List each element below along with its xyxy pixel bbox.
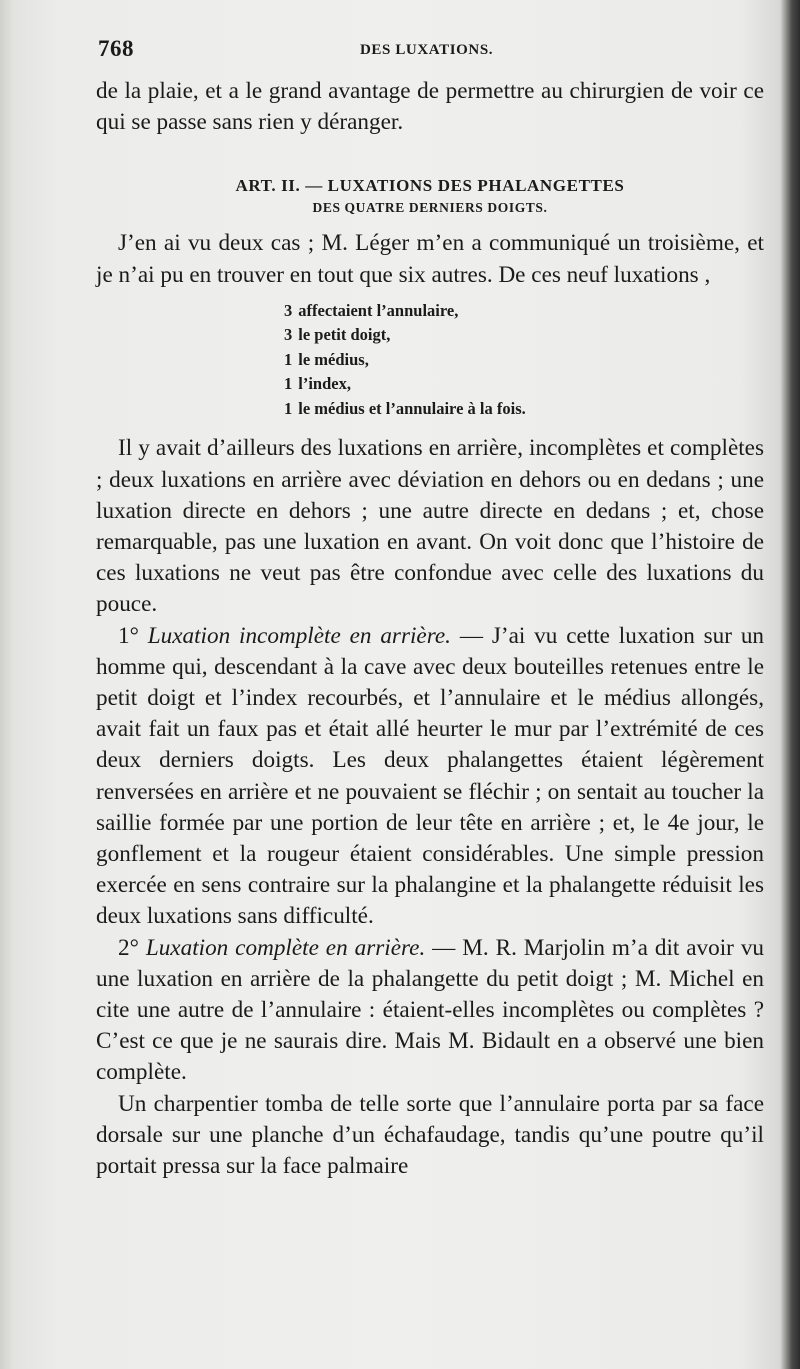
- article-subtitle: DES QUATRE DERNIERS DOIGTS.: [312, 200, 548, 216]
- count-number: 1: [284, 349, 293, 369]
- section-title: Luxation incomplète en arrière.: [147, 622, 451, 649]
- count-text: l’index,: [298, 374, 351, 394]
- list-item: [284, 299, 764, 324]
- article-title: ART. II. — LUXATIONS DES PHALANGETTES: [235, 176, 625, 196]
- list-item: [284, 397, 764, 422]
- paragraph-luxation-types: Il y avait d’ailleurs des luxations en arrière, incomplètes et complètes ; deux luxations en arrière avec déviation en dehors ou en dedans ; une luxation directe en dehors ; une autre directe en dedans ; et, chose remarquable, pas une luxation en avant. On voit donc que l’histoire de ces luxations ne veut pas être confondue avec celle des luxations du pouce.: [96, 435, 764, 618]
- paragraph-carpenter: Un charpentier tomba de telle sorte que l’annulaire porta par sa face dorsale sur une planche d’un échafaudage, tandis qu’une poutre qu’il portait pressa sur la face palmaire: [96, 1090, 764, 1179]
- count-number: 3: [284, 300, 293, 320]
- list-item: [284, 372, 764, 397]
- section-title: Luxation complète en arrière.: [145, 934, 426, 961]
- count-text: affectaient l’annulaire,: [298, 300, 459, 320]
- section-number: 1°: [118, 622, 139, 649]
- paragraph-cases: J’en ai vu deux cas ; M. Léger m’en a communiqué un troisième, et je n’ai pu en trouver en tout que six autres. De ces neuf luxations ,: [96, 230, 764, 288]
- section-number: 2°: [118, 934, 139, 961]
- section-text: — M. R. Marjolin m’a dit avoir vu une luxation en arrière de la phalangette du petit doigt ; M. Michel en cite une autre de l’annulaire : étaient-elles incomplètes ou complètes ? C’est ce que je ne saurais dire. Mais M. Bidault en a observé une bien complète.: [96, 934, 765, 1086]
- section-text: — J’ai vu cette luxation sur un homme qui, descendant à la cave avec deux bouteilles retenues entre le petit doigt et l’index recourbés, et l’annulaire et le médius allongés, avait fait un faux pas et était allé heurter le mur par l’extrémité de ces deux derniers doigts. Les deux phalangettes étaient légèrement renversées en arrière et ne pouvaient se fléchir ; on sentait au toucher la saillie formée par une portion de leur tête en arrière ; et, le 4e jour, le gonflement et la rougeur étaient considérables. Une simple pression exercée en sens contraire sur la phalangine et la phalangette réduisit les deux luxations sans difficulté.: [96, 622, 765, 930]
- page-body: [96, 76, 764, 1182]
- list-item: [284, 323, 764, 348]
- luxation-count-list: [284, 299, 764, 422]
- count-number: 1: [284, 374, 293, 394]
- count-text: le médius et l’annulaire à la fois.: [298, 398, 526, 418]
- count-text: le médius,: [298, 349, 369, 369]
- paragraph-continuation: de la plaie, et a le grand avantage de permettre au chirurgien de voir ce qui se passe sans rien y déranger.: [96, 78, 764, 136]
- page-number: 768: [98, 36, 134, 61]
- page-header: [98, 36, 758, 66]
- running-head: DES LUXATIONS.: [360, 42, 494, 58]
- list-item: [284, 348, 764, 373]
- count-number: 1: [284, 398, 293, 418]
- count-number: 3: [284, 325, 293, 345]
- count-text: le petit doigt,: [298, 325, 391, 345]
- section-complete-backward: [96, 933, 764, 1089]
- section-incomplete-backward: [96, 621, 764, 933]
